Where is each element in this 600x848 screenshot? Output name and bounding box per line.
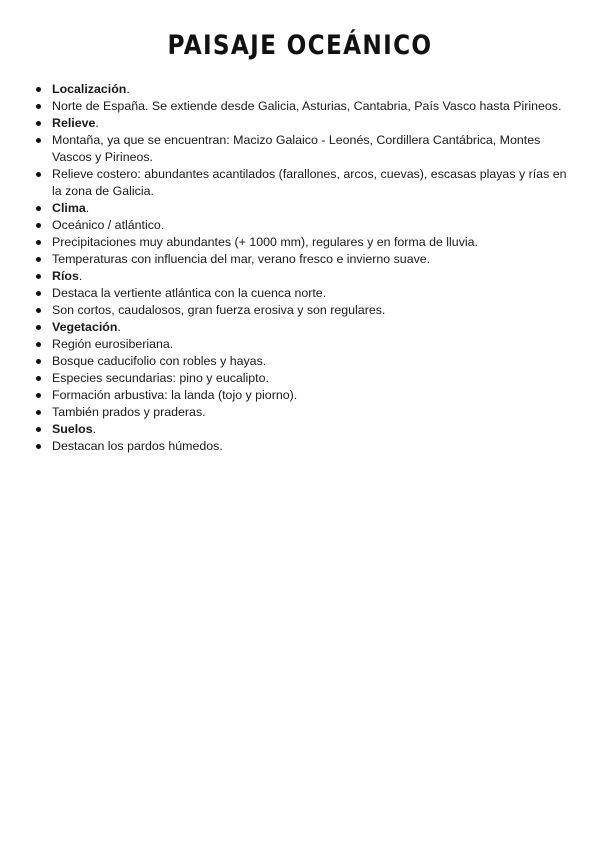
list-item-text: Destacan los pardos húmedos.	[52, 439, 223, 453]
bullet-icon	[36, 393, 41, 398]
list-item-text: Región eurosiberiana.	[52, 337, 174, 351]
list-item	[0, 217, 600, 234]
section-heading-text: Relieve	[52, 116, 96, 130]
bullet-icon	[36, 427, 41, 432]
bullet-icon	[36, 87, 41, 92]
section-heading-text: Vegetación	[52, 320, 118, 334]
list-item-text: Formación arbustiva: la landa (tojo y piorno).	[52, 388, 298, 402]
section-heading-item	[0, 421, 600, 438]
list-item	[0, 166, 600, 200]
section-heading-text: Ríos	[52, 269, 79, 283]
bullet-icon	[36, 257, 41, 262]
bullet-icon	[36, 138, 41, 143]
section-heading-item	[0, 200, 600, 217]
list-item	[0, 251, 600, 268]
section-heading-item	[0, 268, 600, 285]
section-heading-item	[0, 319, 600, 336]
heading-period: .	[85, 201, 90, 215]
page-title: PAISAJE OCEÁNICO	[167, 30, 433, 61]
list-item-text: Bosque caducifolio con robles y hayas.	[52, 354, 267, 368]
list-item-text: Relieve costero: abundantes acantilados (farallones, arcos, cuevas), escasas playas y rías en la zona de Galicia.	[52, 167, 567, 198]
bullet-icon	[36, 325, 41, 330]
section-heading-text: Suelos	[52, 422, 93, 436]
bullet-icon	[36, 240, 41, 245]
bullet-icon	[36, 274, 41, 279]
bullet-icon	[36, 172, 41, 177]
bullet-icon	[36, 376, 41, 381]
heading-period: .	[92, 422, 97, 436]
bullet-icon	[36, 206, 41, 211]
list-item	[0, 353, 600, 370]
bullet-icon	[36, 342, 41, 347]
list-item-text: Norte de España. Se extiende desde Galicia, Asturias, Cantabria, País Vasco hasta Pirineos.	[52, 99, 562, 113]
heading-period: .	[126, 82, 130, 96]
list-item-text: Temperaturas con influencia del mar, verano fresco e invierno suave.	[52, 252, 431, 266]
list-item-text: Montaña, ya que se encuentran: Macizo Galaico - Leonés, Cordillera Cantábrica, Montes Vascos y Pirineos.	[52, 133, 541, 164]
list-item	[0, 336, 600, 353]
list-item-text: Oceánico / atlántico.	[52, 218, 165, 232]
list-item	[0, 404, 600, 421]
section-heading-text: Localización	[52, 82, 127, 96]
bullet-icon	[36, 444, 41, 449]
bullet-icon	[36, 359, 41, 364]
heading-period: .	[78, 269, 83, 283]
list-item	[0, 370, 600, 387]
bullet-list	[0, 81, 600, 455]
list-item	[0, 285, 600, 302]
list-item	[0, 438, 600, 455]
list-item-text: Destaca la vertiente atlántica con la cuenca norte.	[52, 286, 327, 300]
list-item-text: También prados y praderas.	[52, 405, 206, 419]
list-item	[0, 302, 600, 319]
list-item	[0, 387, 600, 404]
list-item	[0, 132, 600, 166]
heading-period: .	[95, 116, 99, 130]
list-item	[0, 98, 600, 115]
section-heading-item	[0, 81, 600, 98]
bullet-icon	[36, 121, 41, 126]
list-item-text: Especies secundarias: pino y eucalipto.	[52, 371, 269, 385]
section-heading-text: Clima	[52, 201, 86, 215]
bullet-icon	[36, 291, 41, 296]
list-item-text: Son cortos, caudalosos, gran fuerza erosiva y son regulares.	[52, 303, 386, 317]
bullet-icon	[36, 223, 41, 228]
list-item	[0, 234, 600, 251]
section-heading-item	[0, 115, 600, 132]
bullet-icon	[36, 308, 41, 313]
bullet-icon	[36, 104, 41, 109]
heading-period: .	[117, 320, 121, 334]
list-item-text: Precipitaciones muy abundantes (+ 1000 mm), regulares y en forma de lluvia.	[52, 235, 478, 249]
bullet-icon	[36, 410, 41, 415]
